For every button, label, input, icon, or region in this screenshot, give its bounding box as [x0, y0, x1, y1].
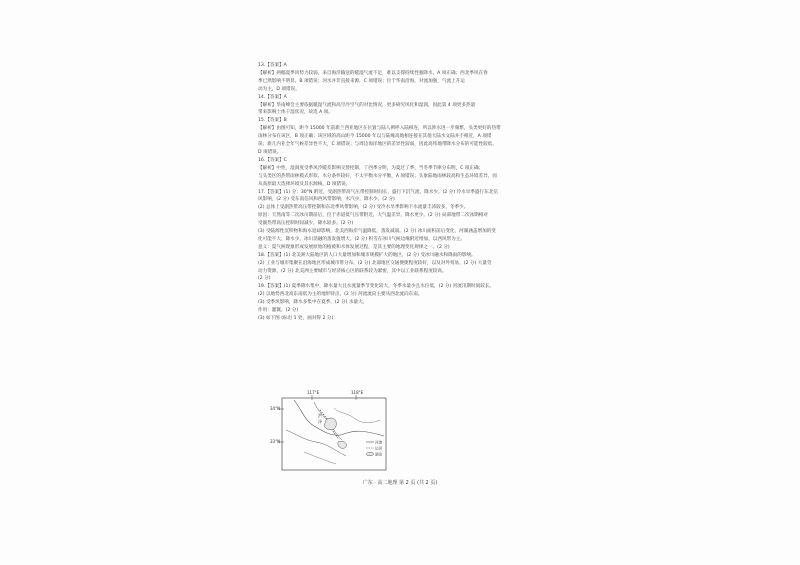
- answer-line: 15.【答案】B: [258, 118, 287, 124]
- answer-text: [258, 62, 554, 323]
- lake-shape: [324, 418, 336, 430]
- answer-line: 风影响，(2 分) 受东南信风和西风带影响，水汽少，降水少。(2 分): [258, 197, 395, 203]
- river-line: [304, 452, 336, 464]
- legend-lake-label: 湖泊: [375, 452, 383, 457]
- answer-line: (2 分): [258, 276, 271, 282]
- answer-line: 19.【答案】(1) 夏季降水集中，降水量大且水流量季节变化较大，冬季水量少且水位低，(2 分) 河流汛期时间较长。: [258, 284, 495, 290]
- river-line: [294, 400, 384, 436]
- answer-line: 雨林分布在该区，B 项正确；该区域的高山距今 15000 年以与陆缘高地相连接在其他大陆水文陆并不相近，A 项错: [258, 134, 492, 140]
- place-label: 洪: [318, 413, 322, 418]
- answer-line: 【解析】两幅夏季风势力较弱，来自海洋输送的暖湿气流不足，难以支撑持续性强降水，A 项正确；西北季风在春: [258, 70, 488, 76]
- lake-shape: [338, 441, 347, 448]
- answer-line: 【解析】华南峰会主要依据暖湿气流和高空冷空气的对比情况，更多研究风化和湿润，因此第 4 项更多热量: [258, 102, 476, 108]
- river-line: [334, 408, 380, 423]
- answer-line: 17.【答案】(1) 分：30°N 附近，受副热带高气压带控制时间长，盛行下沉气流，降水少。(2 分) 冷水旱季盛行东北信: [258, 189, 498, 195]
- answer-line: (3) 如下图 (标出 1 处，画对得 2 分)：: [258, 316, 338, 321]
- answer-line: 【解析】中性，湿润度受季风冷暖差影响交替控制，丁西季分明，为夏过了季，当冬季节律分布明，C 项正确；: [258, 165, 484, 171]
- answer-line: (2) 以地势西北高东南低为主的地形特点，(2 分) 河流流向主要从西北流向东南。: [258, 292, 423, 298]
- answer-line: (3) 受陆源性沉积物和海水退却影响，北美西海岸气温降低，蒸发减弱。(2 分) 冰川面积前后变化，河湖涵盖增加的变: [258, 229, 496, 235]
- answer-line: (2) 工业与城市集聚在沿海地区形成城市带分布，(2 分) 北部地区交通便捷程度较好，以及对外贸易，(2 分) 大量劳: [258, 260, 492, 266]
- answer-line: 18.【答案】(1) 北美洲大陆地区的人口大量增加和城市规模扩大的地区，(2 分) 受冰川融水和降雨的影响。: [258, 252, 476, 258]
- answer-line: 季已然影响不明显，B 项错误；河水并非直接来源，C 项错误；位于华南沿海，对流加强，气流上升运: [258, 78, 465, 84]
- lon-label-right: 118°E: [351, 390, 364, 395]
- answer-line: 【解析】由图可知，距今 15000 年前新兰西亚地区在位置与陆人例呼入陆相连，所以涉水进一步频繁，头类更好的热带: [258, 126, 501, 132]
- answer-line: 与头类区的热带雨林模式形似，水分条件较好，不太平衡水分平衡，A 项错误；头象陆地雨林较高和生态环境差异，而: [258, 173, 497, 179]
- map-frame: [282, 398, 386, 470]
- legend-canal-label: 运河: [375, 446, 383, 451]
- answer-line: 带来影响土体干湿状况，故选 A 项。: [258, 110, 333, 116]
- answer-line: 化可能不大，降水少，冰川消融的蒸发值增大。(2 分) 积雪在冰川气候边缘附近增加，以西风带为主。: [258, 236, 465, 242]
- answer-line: 意义：夏气候现象形成发展原始的植被和水体发展过程，是其主要的地理变化规律之一。(2 分): [258, 244, 450, 250]
- lat-label-top: 34°N: [270, 406, 281, 411]
- answer-line: 16.【答案】C: [258, 157, 287, 163]
- answer-line: 从高原最大选择环境及其水源核，D 项错误。: [258, 181, 351, 187]
- answer-line: D 项错误。: [258, 149, 282, 155]
- place-label: 泽: [318, 419, 322, 424]
- answer-line: 作用：灌溉。(2 分): [258, 308, 299, 314]
- answer-line: 原因：天然南等二次冰川期前后，位于赤道低气压带附近，大气温差异，降水更少。(2 分) 局部地带二次冰期相对: [258, 213, 488, 219]
- answer-line: (3) 受季风影响，降水多集中在夏季，(2 分) 水量大。: [258, 300, 368, 306]
- answer-line: 误；新几内亚全年气候差异性不大，C 项错误；与周边海洋地区的差异性较弱，因此高纬地带降水分布的可能性较低，: [258, 142, 497, 148]
- lon-label-left: 117°E: [307, 390, 320, 395]
- answer-line: 14.【答案】A: [258, 94, 287, 100]
- legend-river-label: 河流: [375, 440, 383, 445]
- lat-label-bottom: 33°N: [270, 439, 281, 444]
- answer-line: 动为主，D 项错误。: [258, 86, 300, 92]
- answer-line: 13.【答案】A: [258, 63, 287, 68]
- legend-lake-symbol: [367, 452, 374, 456]
- river-map: [270, 390, 394, 472]
- answer-line: 受副热带高压控制时间减少，降水较多。(2 分): [258, 221, 354, 227]
- page-footer: 广东 · 高二地理 第 2 页 (共 2 页): [362, 480, 438, 486]
- answer-line: 动力资源，(2 分) 北美洲主要城市与经济核心区的联系较为紧密，其中以工业联系程度较高。: [258, 268, 447, 274]
- answer-line: (2) 总体上受副热带高压带控制和东北季风带影响，(2 分) 受冷水旱季影响下水流量丰沛较多，冬季少。: [258, 205, 469, 211]
